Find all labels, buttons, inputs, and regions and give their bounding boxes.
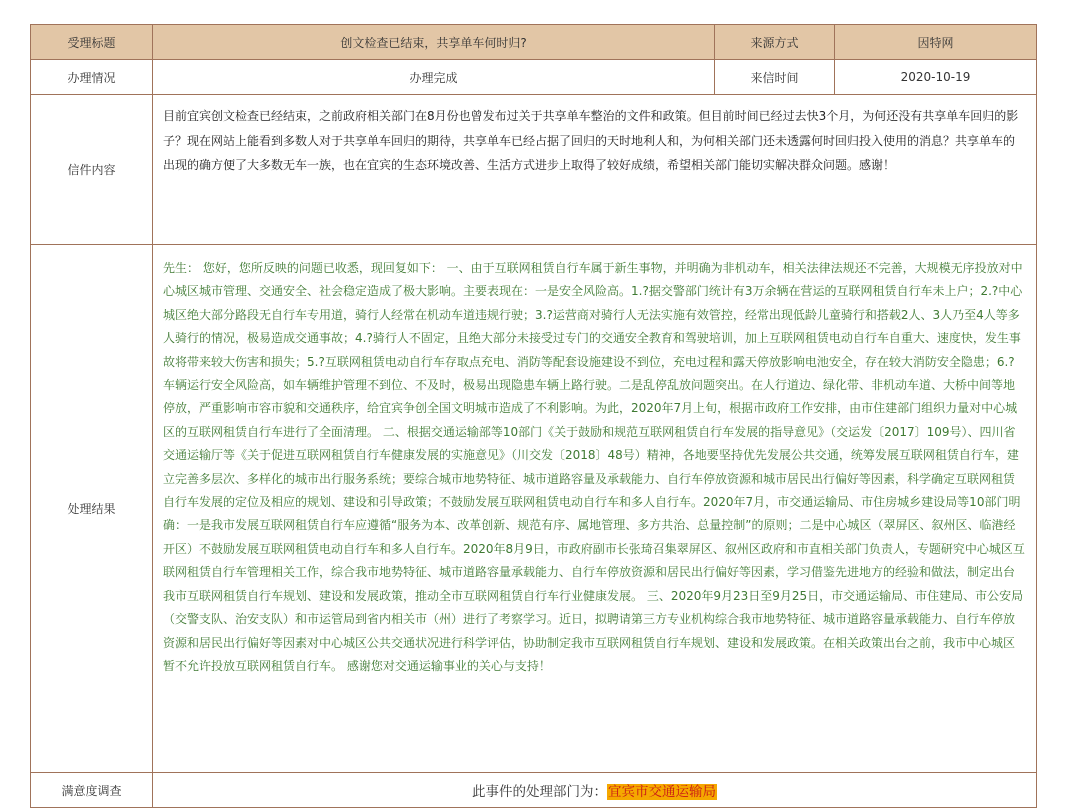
department-prefix: 此事件的处理部门为： [472,784,607,800]
handling-department [153,773,1037,808]
status-value: 办理完成 [153,60,715,95]
letter-content: 目前宜宾创文检查已经结束，之前政府相关部门在8月份也曾发布过关于共享单车整治的文件和政策。但目前时间已经过去快3个月，为何还没有共享单车回归的影子？现在网站上能看到多数人对于共享单车回归的期待，共享单车已经占据了回归的天时地利人和，为何相关部门还未透露何时回归投入使用的消息？共享单车的出现的确方便了大多数无车一族，也在宜宾的生态环境改善、生活方式进步上取得了较好成绩，希望相关部门能切实解决群众问题。感谢！ [153,95,1037,245]
source-label: 来源方式 [715,25,835,60]
title-label: 受理标题 [31,25,153,60]
department-name: 宜宾市交通运输局 [608,784,716,800]
date-value: 2020-10-19 [835,60,1037,95]
date-label: 来信时间 [715,60,835,95]
status-label: 办理情况 [31,60,153,95]
letter-label: 信件内容 [31,95,153,245]
title-value: 创文检查已结束，共享单车何时归? [153,25,715,60]
result-content: 先生： 您好，您所反映的问题已收悉，现回复如下： 一、由于互联网租赁自行车属于新生事物，并明确为非机动车，相关法律法规还不完善，大规模无序投放对中心城区城市管理、交通安全、社会稳定造成了极大影响。主要表现在：一是安全风险高。1.?据交警部门统计有3万余辆在营运的互联网租赁自行车未上户；2.?中心城区绝大部分路段无自行车专用道，骑行人经常在机动车道违规行驶；3.?运营商对骑行人无法实施有效管控，经常出现低龄儿童骑行和搭载2人、3人乃至4人等多人骑行的情况，极易造成交通事故；4.?骑行人不固定，且绝大部分未接受过专门的交通安全教育和驾驶培训，加上互联网租赁电动自行车自重大、速度快，发生事故将带来较大伤害和损失；5.?互联网租赁电动自行车存取点充电、消防等配套设施建设不到位，充电过程和露天停放影响电池安全，存在较大消防安全隐患；6.?车辆运行安全风险高，如车辆维护管理不到位、不及时，极易出现隐患车辆上路行驶。二是乱停乱放问题突出。在人行道边、绿化带、非机动车道、大桥中间等地停放，严重影响市容市貌和交通秩序，给宜宾争创全国文明城市造成了不利影响。为此，2020年7月上旬，根据市政府工作安排，由市住建部门组织力量对中心城区的互联网租赁自行车进行了全面清理。 二、根据交通运输部等10部门《关于鼓励和规范互联网租赁自行车发展的指导意见》（交运发〔2017〕109号）、四川省交通运输厅等《关于促进互联网租赁自行车健康发展的实施意见》（川交发〔2018〕48号）精神，各地要坚持优先发展公共交通，统筹发展互联网租赁自行车，建立完善多层次、多样化的城市出行服务系统；要综合城市地势特征、城市道路容量及承载能力、自行车停放资源和城市居民出行偏好等因素，科学确定互联网租赁自行车发展的定位及相应的规划、建设和引导政策；不鼓励发展互联网租赁电动自行车和多人自行车。2020年7月，市交通运输局、市住房城乡建设局等10部门明确：一是我市发展互联网租赁自行车应遵循“服务为本、改革创新、规范有序、属地管理、多方共治、总量控制”的原则；二是中心城区（翠屏区、叙州区、临港经开区）不鼓励发展互联网租赁电动自行车和多人自行车。2020年8月9日，市政府副市长张琦召集翠屏区、叙州区政府和市直相关部门负责人，专题研究中心城区互联网租赁自行车管理相关工作，综合我市地势特征、城市道路容量承载能力、自行车停放资源和居民出行偏好等因素，学习借鉴先进地方的经验和做法，制定出台我市互联网租赁自行车规划、建设和发展政策，推动全市互联网租赁自行车行业健康发展。 三、2020年9月23日至9月25日，市交通运输局、市住建局、市公安局（交警支队、治安支队）和市运管局到省内相关市（州）进行了考察学习。近日，拟聘请第三方专业机构综合我市地势特征、城市道路容量承载能力、自行车停放资源和居民出行偏好等因素对中心城区公共交通状况进行科学评估，协助制定我市互联网租赁自行车规划、建设和发展政策。在相关政策出台之前，我市中心城区暂不允许投放互联网租赁自行车。 感谢您对交通运输事业的关心与支持！ [153,245,1037,773]
source-value: 因特网 [835,25,1037,60]
title-row [31,25,1037,60]
satisfaction-row [31,773,1037,808]
result-label: 处理结果 [31,245,153,773]
satisfaction-label: 满意度调查 [31,773,153,808]
letter-row [31,95,1037,245]
result-row [31,245,1037,773]
letter-detail-table [30,24,1037,808]
status-row [31,60,1037,95]
